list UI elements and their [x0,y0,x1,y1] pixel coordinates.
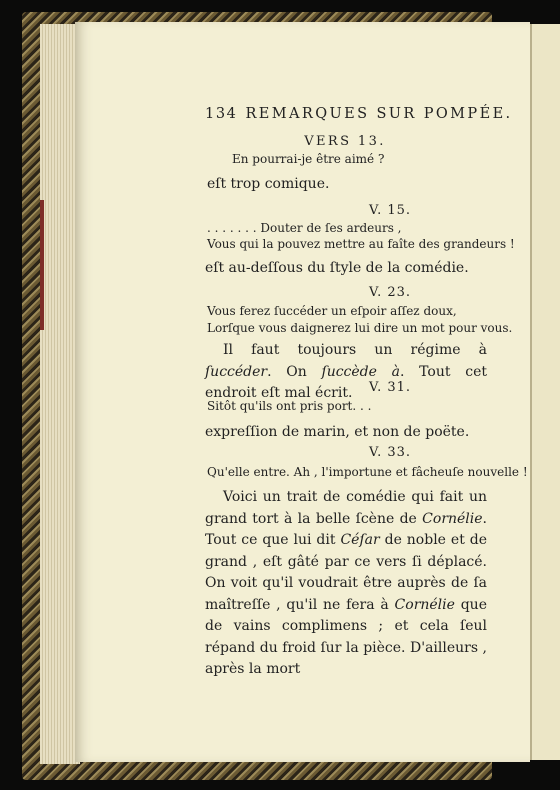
comment-text: . Tout cet endroit eſt mal écrit. [205,363,487,401]
commentary: eſt au-deſſous du ſtyle de la comédie. [205,260,469,276]
facing-page-edge [530,24,560,760]
quoted-verse: Sitôt qu'ils ont pris port. . . [207,399,372,413]
commentary: eſt trop comique. [207,176,330,192]
quoted-verse: Lorſque vous daignerez lui dire un mot pour vous. [207,321,513,335]
verse-reference: V. 23. [368,285,412,300]
comment-emphasis: Céſar [340,532,380,548]
quoted-verse: Vous qui la pouvez mettre au faîte des grandeurs ! [207,237,515,251]
verse-reference: V. 31. [368,380,412,395]
quoted-verse: . . . . . . . Douter de ſes ardeurs , [207,221,402,235]
page-edges [40,24,80,764]
commentary-paragraph [205,487,487,681]
verse-reference: VERS 13. [304,134,386,149]
comment-emphasis: ſuccède à [321,363,400,380]
comment-emphasis: ſuccéder [205,363,268,380]
comment-text: de noble et de grand , eſt gâté par ce vers ſi déplacé. On voit qu'il voudrait être auprès de ſa maîtreſſe , qu'il ne fera à [205,532,487,613]
comment-text: Voici un trait de comédie qui fait un grand tort à la belle ſcène de [205,489,487,527]
verse-reference: V. 33. [368,445,412,460]
page-number: 134 [205,106,238,122]
comment-text: . On [267,363,322,380]
comment-text: que de vains complimens ; et cela ſeul répand du froid ſur la pièce. D'ailleurs , après la mort [205,596,487,677]
running-title: REMARQUES SUR POMPÉE. [245,106,513,122]
comment-emphasis: Cornélie [394,596,455,613]
running-head [205,106,513,122]
comment-emphasis: Cornélie [422,510,483,527]
comment-text: Il faut toujours un régime à [223,342,487,358]
quoted-verse: Vous ferez ſuccéder un eſpoir aſſez doux, [207,304,457,318]
commentary: expreſſion de marin, et non de poëte. [205,424,470,440]
quoted-verse: Qu'elle entre. Ah , l'importune et fâcheuſe nouvelle ! [207,465,528,479]
verse-reference: V. 15. [368,203,412,218]
bookmark-ribbon [40,200,44,330]
quoted-verse: En pourrai-je être aimé ? [232,152,385,166]
comment-text: . Tout ce que lui dit [205,510,487,548]
